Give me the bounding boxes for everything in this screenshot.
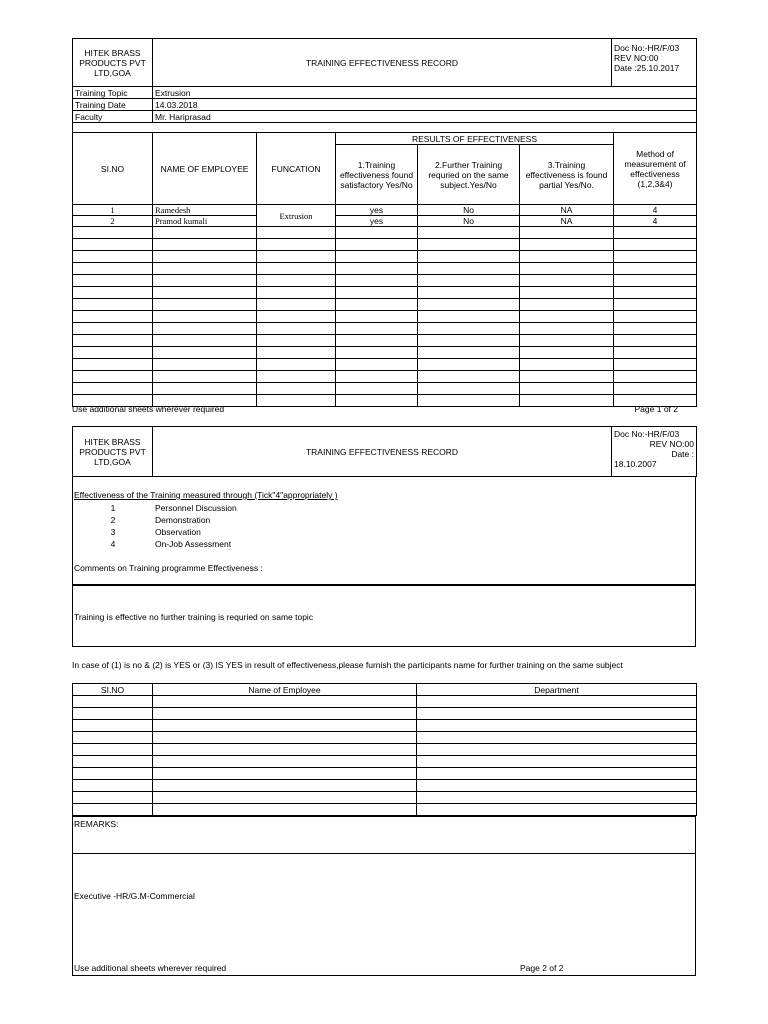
empty-table-row bbox=[73, 732, 697, 744]
empty-cell bbox=[153, 287, 257, 299]
col-header-name: NAME OF EMPLOYEE bbox=[153, 133, 257, 205]
remarks-divider bbox=[73, 853, 695, 854]
comments-label: Comments on Training programme Effectiveness : bbox=[74, 563, 263, 573]
empty-table-row bbox=[73, 383, 697, 395]
col-header-slno: SI.NO bbox=[73, 133, 153, 205]
doc-number: Doc No:-HR/F/03 bbox=[614, 43, 680, 53]
empty-cell bbox=[73, 263, 153, 275]
empty-cell bbox=[614, 383, 697, 395]
empty-cell bbox=[153, 732, 417, 744]
method-label: Personnel Discussion bbox=[155, 503, 237, 513]
empty-cell bbox=[73, 792, 153, 804]
col-header-slno: SI.NO bbox=[73, 684, 153, 696]
empty-cell bbox=[73, 359, 153, 371]
col-header-partial: 3.Training effectiveness is found partial Yes/No. bbox=[520, 145, 614, 205]
row-slno: 1 bbox=[73, 205, 153, 216]
empty-cell bbox=[614, 227, 697, 239]
empty-table-row bbox=[73, 287, 697, 299]
empty-cell bbox=[418, 239, 520, 251]
empty-cell bbox=[153, 383, 257, 395]
empty-cell bbox=[336, 251, 418, 263]
empty-cell bbox=[418, 287, 520, 299]
empty-cell bbox=[417, 708, 697, 720]
empty-table-row bbox=[73, 275, 697, 287]
empty-cell bbox=[153, 708, 417, 720]
row-further-training: No bbox=[418, 205, 520, 216]
empty-cell bbox=[336, 359, 418, 371]
faculty-value: Mr. Hariprasad bbox=[153, 111, 697, 123]
empty-cell bbox=[336, 263, 418, 275]
training-topic-value: Extrusion bbox=[153, 87, 697, 99]
empty-cell bbox=[614, 323, 697, 335]
empty-table-row bbox=[73, 239, 697, 251]
empty-cell bbox=[520, 347, 614, 359]
empty-cell bbox=[336, 323, 418, 335]
empty-cell bbox=[257, 239, 336, 251]
remarks-label: REMARKS: bbox=[74, 819, 119, 829]
empty-cell bbox=[73, 335, 153, 347]
empty-cell bbox=[417, 780, 697, 792]
revision-number: REV NO:00 bbox=[614, 53, 659, 63]
empty-table-row bbox=[73, 792, 697, 804]
empty-table-row bbox=[73, 311, 697, 323]
empty-cell bbox=[614, 347, 697, 359]
empty-cell bbox=[417, 744, 697, 756]
empty-cell bbox=[520, 299, 614, 311]
row-satisfactory: yes bbox=[336, 205, 418, 216]
empty-cell bbox=[520, 323, 614, 335]
empty-cell bbox=[257, 371, 336, 383]
col-header-method: Method of measurement of effectiveness (1,2,3&4) bbox=[614, 133, 697, 205]
empty-table-row bbox=[73, 347, 697, 359]
results-table bbox=[72, 132, 697, 407]
empty-table-row bbox=[73, 780, 697, 792]
empty-cell bbox=[73, 744, 153, 756]
empty-cell bbox=[520, 359, 614, 371]
method-number: 3 bbox=[110, 527, 116, 537]
row-partial: NA bbox=[520, 205, 614, 216]
empty-cell bbox=[153, 768, 417, 780]
empty-cell bbox=[336, 299, 418, 311]
doc-info bbox=[612, 39, 697, 87]
page2-header-table bbox=[72, 426, 697, 477]
empty-cell bbox=[73, 708, 153, 720]
spacer-row bbox=[73, 123, 697, 133]
page1-footer-note: Use additional sheets wherever required bbox=[72, 404, 225, 414]
empty-cell bbox=[614, 263, 697, 275]
doc-date-label: Date : bbox=[671, 449, 694, 459]
empty-cell bbox=[257, 299, 336, 311]
row-method: 4 bbox=[614, 216, 697, 227]
empty-cell bbox=[73, 720, 153, 732]
company-name: HITEK BRASS PRODUCTS PVT LTD,GOA bbox=[73, 427, 153, 477]
empty-cell bbox=[520, 263, 614, 275]
empty-cell bbox=[520, 287, 614, 299]
empty-cell bbox=[153, 299, 257, 311]
col-header-function: FUNCATION bbox=[257, 133, 336, 205]
signature-label: Executive -HR/G.M-Commercial bbox=[74, 891, 195, 901]
row-method: 4 bbox=[614, 205, 697, 216]
empty-cell bbox=[418, 383, 520, 395]
empty-cell bbox=[257, 347, 336, 359]
empty-table-row bbox=[73, 696, 697, 708]
empty-cell bbox=[153, 804, 417, 816]
empty-cell bbox=[418, 299, 520, 311]
empty-cell bbox=[417, 768, 697, 780]
page1-page-number: Page 1 of 2 bbox=[634, 404, 678, 414]
doc-number: Doc No:-HR/F/03 bbox=[614, 429, 680, 439]
empty-cell bbox=[520, 335, 614, 347]
empty-cell bbox=[153, 744, 417, 756]
empty-cell bbox=[417, 792, 697, 804]
record-page-2 bbox=[72, 426, 696, 477]
method-number: 1 bbox=[110, 503, 116, 513]
row-function: Extrusion bbox=[257, 205, 336, 227]
empty-table-row bbox=[73, 744, 697, 756]
empty-cell bbox=[614, 359, 697, 371]
empty-cell bbox=[418, 311, 520, 323]
empty-cell bbox=[153, 720, 417, 732]
empty-cell bbox=[614, 251, 697, 263]
empty-cell bbox=[257, 383, 336, 395]
empty-table-row bbox=[73, 768, 697, 780]
empty-cell bbox=[614, 311, 697, 323]
empty-cell bbox=[418, 263, 520, 275]
empty-cell bbox=[153, 311, 257, 323]
method-number: 2 bbox=[110, 515, 116, 525]
empty-cell bbox=[614, 335, 697, 347]
measurement-box bbox=[72, 476, 696, 586]
empty-cell bbox=[614, 239, 697, 251]
empty-cell bbox=[520, 371, 614, 383]
empty-cell bbox=[336, 383, 418, 395]
info-label: Training Date bbox=[73, 99, 153, 111]
form-title: TRAINING EFFECTIVENESS RECORD bbox=[153, 427, 612, 477]
company-name: HITEK BRASS PRODUCTS PVT LTD,GOA bbox=[73, 39, 153, 87]
empty-table-row bbox=[73, 263, 697, 275]
empty-cell bbox=[520, 239, 614, 251]
page2-page-number: Page 2 of 2 bbox=[520, 963, 564, 973]
empty-cell bbox=[520, 251, 614, 263]
empty-cell bbox=[614, 287, 697, 299]
empty-cell bbox=[153, 347, 257, 359]
empty-cell bbox=[73, 696, 153, 708]
empty-cell bbox=[73, 768, 153, 780]
empty-table-row bbox=[73, 335, 697, 347]
empty-cell bbox=[614, 371, 697, 383]
empty-cell bbox=[418, 335, 520, 347]
empty-cell bbox=[418, 227, 520, 239]
empty-cell bbox=[73, 756, 153, 768]
empty-cell bbox=[153, 323, 257, 335]
empty-table-row bbox=[73, 708, 697, 720]
empty-cell bbox=[417, 756, 697, 768]
empty-cell bbox=[153, 371, 257, 383]
empty-cell bbox=[336, 227, 418, 239]
empty-table-row bbox=[73, 359, 697, 371]
empty-cell bbox=[153, 792, 417, 804]
empty-cell bbox=[336, 239, 418, 251]
form-title: TRAINING EFFECTIVENESS RECORD bbox=[153, 39, 612, 87]
empty-cell bbox=[73, 239, 153, 251]
empty-cell bbox=[417, 696, 697, 708]
empty-cell bbox=[153, 239, 257, 251]
comment-box bbox=[72, 584, 696, 647]
row-satisfactory: yes bbox=[336, 216, 418, 227]
empty-cell bbox=[153, 780, 417, 792]
measurement-methods bbox=[73, 502, 373, 550]
col-header-department: Department bbox=[417, 684, 697, 696]
empty-cell bbox=[153, 359, 257, 371]
empty-cell bbox=[336, 335, 418, 347]
empty-cell bbox=[153, 251, 257, 263]
results-header: RESULTS OF EFFECTIVENESS bbox=[336, 133, 614, 145]
doc-info bbox=[612, 427, 697, 477]
empty-cell bbox=[73, 780, 153, 792]
row-further-training: No bbox=[418, 216, 520, 227]
method-label: Demonstration bbox=[155, 515, 211, 525]
empty-cell bbox=[153, 275, 257, 287]
participants-table bbox=[72, 683, 697, 816]
page2-footer-note: Use additional sheets wherever required bbox=[74, 963, 227, 973]
row-slno: 2 bbox=[73, 216, 153, 227]
empty-cell bbox=[257, 287, 336, 299]
empty-cell bbox=[336, 371, 418, 383]
empty-table-row bbox=[73, 323, 697, 335]
empty-cell bbox=[336, 287, 418, 299]
empty-table-row bbox=[73, 756, 697, 768]
doc-date: 18.10.2007 bbox=[614, 459, 657, 469]
empty-cell bbox=[153, 227, 257, 239]
empty-cell bbox=[417, 732, 697, 744]
empty-cell bbox=[614, 275, 697, 287]
empty-cell bbox=[73, 287, 153, 299]
empty-cell bbox=[153, 263, 257, 275]
empty-cell bbox=[73, 251, 153, 263]
empty-cell bbox=[73, 804, 153, 816]
empty-cell bbox=[520, 275, 614, 287]
empty-cell bbox=[153, 335, 257, 347]
empty-table-row bbox=[73, 371, 697, 383]
empty-cell bbox=[73, 323, 153, 335]
empty-cell bbox=[257, 251, 336, 263]
method-label: Observation bbox=[155, 527, 201, 537]
empty-cell bbox=[418, 323, 520, 335]
empty-cell bbox=[153, 696, 417, 708]
measurement-heading: Effectiveness of the Training measured through (Tick"4"appropriately ) bbox=[74, 490, 338, 500]
empty-cell bbox=[73, 227, 153, 239]
info-label: Faculty bbox=[73, 111, 153, 123]
empty-cell bbox=[257, 227, 336, 239]
empty-cell bbox=[418, 359, 520, 371]
row-employee-name: Ramedesh bbox=[153, 205, 257, 216]
page1-header-table bbox=[72, 38, 697, 87]
empty-cell bbox=[336, 347, 418, 359]
empty-cell bbox=[418, 371, 520, 383]
empty-cell bbox=[614, 299, 697, 311]
page1-footer bbox=[72, 404, 696, 414]
empty-cell bbox=[153, 756, 417, 768]
empty-cell bbox=[257, 275, 336, 287]
empty-cell bbox=[336, 311, 418, 323]
revision-number: REV NO:00 bbox=[649, 439, 694, 449]
method-label: On-Job Assessment bbox=[155, 539, 232, 549]
empty-cell bbox=[336, 275, 418, 287]
method-number: 4 bbox=[110, 539, 116, 549]
empty-table-row bbox=[73, 720, 697, 732]
empty-cell bbox=[520, 383, 614, 395]
training-date-value: 14.03.2018 bbox=[153, 99, 697, 111]
empty-cell bbox=[73, 299, 153, 311]
empty-cell bbox=[257, 335, 336, 347]
empty-cell bbox=[73, 732, 153, 744]
col-header-employee: Name of Employee bbox=[153, 684, 417, 696]
empty-cell bbox=[418, 251, 520, 263]
empty-cell bbox=[73, 311, 153, 323]
empty-cell bbox=[417, 720, 697, 732]
empty-cell bbox=[257, 323, 336, 335]
empty-cell bbox=[73, 383, 153, 395]
empty-table-row bbox=[73, 227, 697, 239]
empty-cell bbox=[73, 347, 153, 359]
empty-cell bbox=[73, 275, 153, 287]
remarks-box bbox=[72, 816, 696, 976]
record-page-1 bbox=[72, 38, 696, 407]
row-employee-name: Pramod kumali bbox=[153, 216, 257, 227]
empty-cell bbox=[418, 347, 520, 359]
training-info-table bbox=[72, 86, 697, 133]
empty-cell bbox=[417, 804, 697, 816]
empty-cell bbox=[257, 263, 336, 275]
empty-cell bbox=[520, 227, 614, 239]
doc-date: Date :25.10.2017 bbox=[614, 63, 680, 73]
col-header-further-training: 2.Further Training requried on the same subject.Yes/No bbox=[418, 145, 520, 205]
info-label: Training Topic bbox=[73, 87, 153, 99]
further-training-instruction: In case of (1) is no & (2) is YES or (3) IS YES in result of effectiveness,please furnish the participants name for further training on the same subject bbox=[72, 660, 623, 670]
empty-table-row bbox=[73, 251, 697, 263]
empty-cell bbox=[257, 311, 336, 323]
empty-cell bbox=[520, 311, 614, 323]
comment-text: Training is effective no further training is requried on same topic bbox=[74, 612, 314, 622]
empty-table-row bbox=[73, 299, 697, 311]
row-partial: NA bbox=[520, 216, 614, 227]
empty-cell bbox=[73, 371, 153, 383]
empty-table-row bbox=[73, 804, 697, 816]
empty-cell bbox=[257, 359, 336, 371]
empty-cell bbox=[418, 275, 520, 287]
col-header-satisfactory: 1.Training effectiveness found satisfactory Yes/No bbox=[336, 145, 418, 205]
